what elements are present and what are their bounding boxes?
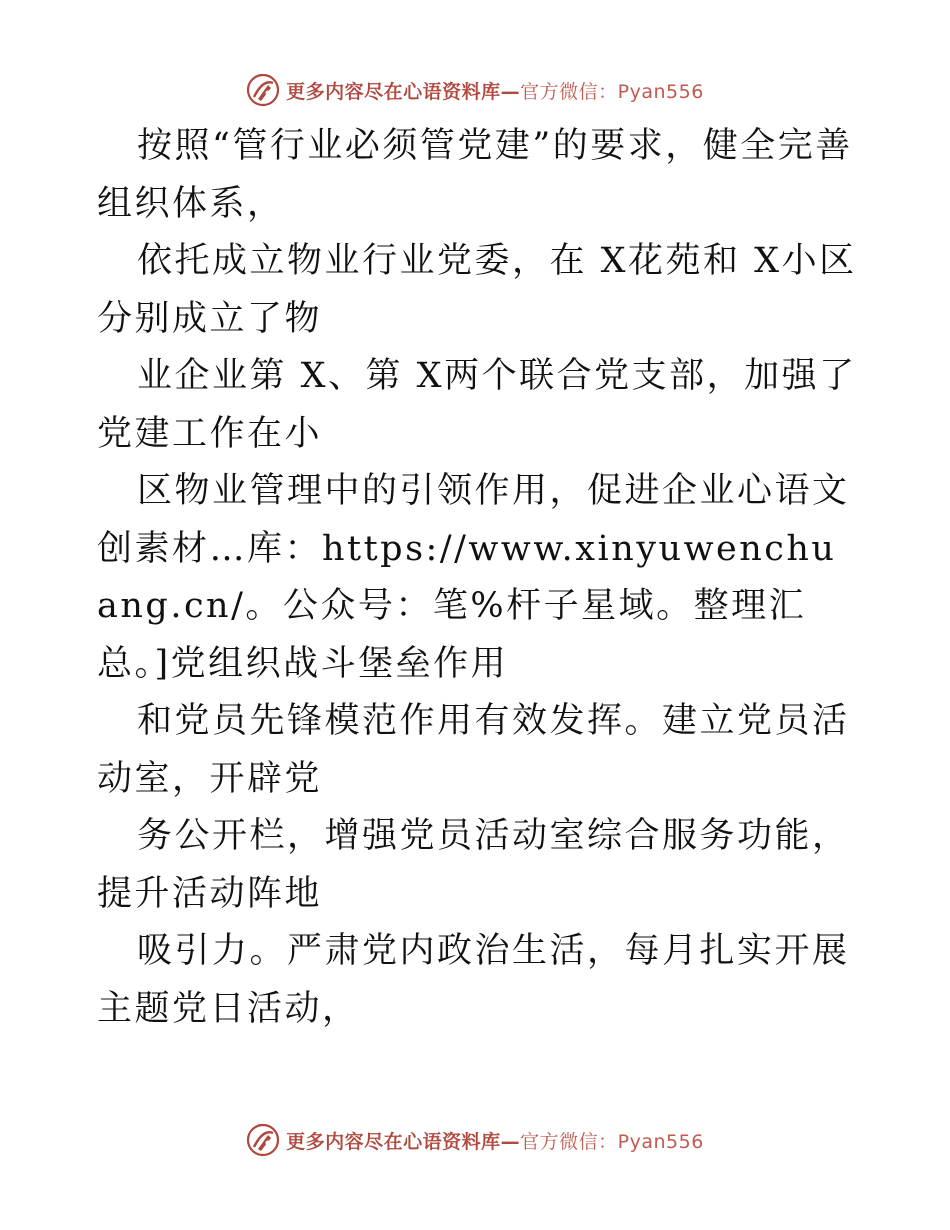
- paragraph: 和党员先锋模范作用有效发挥。建立党员活动室，开辟党: [97, 701, 850, 799]
- header-banner-content: [246, 73, 704, 107]
- header-wechat-label: 官方微信：Pyan556: [520, 80, 704, 103]
- document-body: [97, 118, 857, 1038]
- pen-logo-icon: [246, 1123, 280, 1157]
- paragraph: 区物业管理中的引领作用，促进企业心语文创素材…库：https://www.xinyuwenchuang.cn/。公众号：笔%杆子星域。整理汇总。]党组织战斗堡垒作用: [97, 471, 850, 684]
- paragraph: 吸引力。严肃党内政治生活，每月扎实开展主题党日活动，: [97, 931, 850, 1029]
- header-banner: [0, 70, 950, 110]
- paragraph: 依托成立物业行业党委，在 X花苑和 X小区分别成立了物: [97, 241, 857, 339]
- footer-banner-content: [246, 1123, 704, 1157]
- paragraph: 业企业第 X、第 X两个联合党支部，加强了党建工作在小: [97, 356, 857, 454]
- paragraph: 务公开栏，增强党员活动室综合服务功能，提升活动阵地: [97, 816, 850, 914]
- footer-banner-text: 更多内容尽在心语资料库—官方微信：Pyan556: [286, 1130, 704, 1153]
- footer-banner: [0, 1120, 950, 1160]
- paragraph: 按照“管行业必须管党建”的要求，健全完善组织体系，: [97, 126, 853, 224]
- pen-logo-icon: [246, 73, 280, 107]
- footer-wechat-label: 官方微信：Pyan556: [520, 1130, 704, 1153]
- header-banner-text: 更多内容尽在心语资料库—官方微信：Pyan556: [286, 80, 704, 103]
